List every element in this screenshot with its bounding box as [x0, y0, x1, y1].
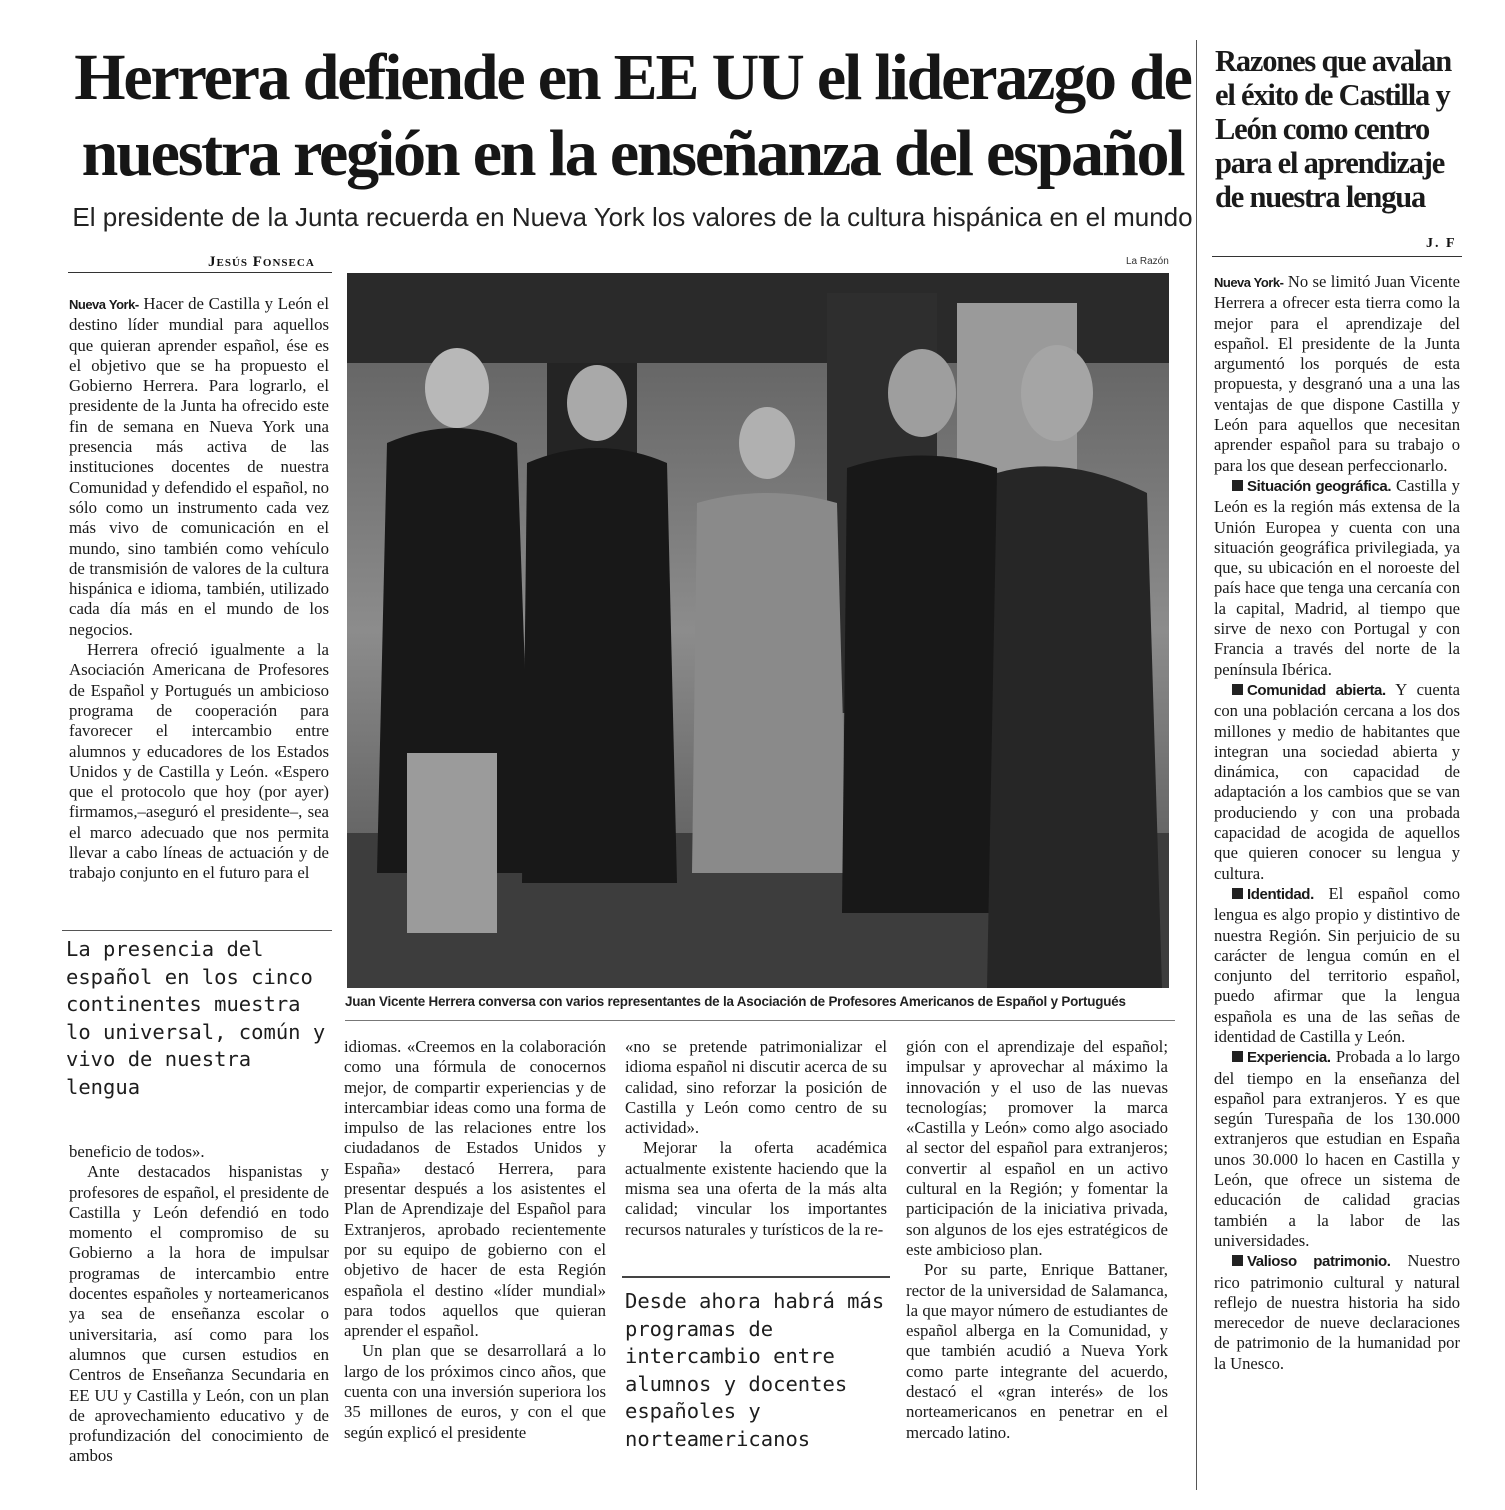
- column-4: [906, 1037, 1168, 1443]
- column-3: [625, 1037, 887, 1240]
- subheadline: El presidente de la Junta recuerda en Nueva York los valores de la cultura hispánica en el mundo: [72, 202, 1193, 232]
- sidebar-item: [1214, 1047, 1460, 1251]
- photo-credit: La Razón: [1126, 256, 1169, 267]
- item-title: Comunidad abierta.: [1247, 681, 1386, 699]
- item-title: Identidad.: [1247, 885, 1314, 903]
- photo-caption: Juan Vicente Herrera conversa con varios representantes de la Asociación de Profesores Americanos de Español y Portugués: [345, 994, 1126, 1009]
- paragraph: «no se pretende patrimonializar el idioma español ni discutir acerca de su calidad, sino reforzar la posición de Castilla y León como centro de su actividad».: [625, 1037, 887, 1138]
- sidebar-item: [1214, 1251, 1460, 1374]
- paragraph: idiomas. «Creemos en la colaboración como una fórmula de conocernos mejor, de compartir experiencias y de intercambiar ideas como una forma de impulso de las relaciones entre los ciudadanos de Estados Unidos y España» destacó Herrera, para presentar después a los asistentes el Plan de Aprendizaje del Español para Extranjeros, aprobado recientemente por su equipo de gobierno con el objetivo de hacer de esta Región española el destino «líder mundial» para todos aquellos que quieran aprender el español.: [344, 1037, 606, 1341]
- news-photo: [347, 273, 1169, 988]
- item-text: Probada a lo largo del tiempo en la enseñanza del español para extranjeros. Y es que según Turespaña de los 130.000 extranjeros que estudian en España unos 30.000 lo hacen en Castilla y León, que ofrece un sistema de educación de calidad gracias también a la labor de las universidades.: [1214, 1047, 1461, 1250]
- item-text: El español como lengua es algo propio y distintivo de nuestra Región. Sin perjuicio de su carácter de lengua común en el conjunto del territorio español, puedo afirmar que la lengua española es una de las señas de identidad de Castilla y León.: [1214, 883, 1460, 1046]
- item-text: Castilla y León es la región más extensa de la Unión Europea y cuenta con una situación geográfica privilegiada, ya que, su ubicación en el noroeste del país hace que tenga una cercanía con la capital, Madrid, al tiempo que sirve de nexo con Portugal y con Francia a través del norte de la península Ibérica.: [1214, 475, 1460, 679]
- byline: Jesús Fonseca: [208, 254, 315, 270]
- sidebar-body: [1214, 272, 1460, 1374]
- bullet-square-icon: [1232, 1255, 1243, 1266]
- paragraph: Herrera ofreció igualmente a la Asociación Americana de Profesores de Español y Portugués un ambicioso programa de cooperación para favorecer el intercambio entre alumnos y educadores de los Estados Unidos y de Castilla y León. «Espero que el protocolo que hoy (por ayer) firmamos,–aseguró el presidente–, sea el marco adecuado que nos permita llevar a cabo líneas de actuación y de trabajo conjunto en el futuro para el: [69, 640, 329, 883]
- pullquote-left: La presencia del español en los cinco continentes muestra lo universal, común y vivo de nuestra lengua: [66, 937, 326, 1099]
- bullet-square-icon: [1232, 1051, 1243, 1062]
- sidebar-item: [1214, 884, 1460, 1047]
- item-title: Valioso patrimonio.: [1247, 1253, 1391, 1271]
- bullet-square-icon: [1232, 684, 1243, 695]
- paragraph: [69, 294, 329, 640]
- bullet-square-icon: [1232, 888, 1243, 899]
- byline-rule: [68, 272, 332, 273]
- bullet-square-icon: [1232, 480, 1243, 491]
- paragraph: Mejorar la oferta académica actualmente existente haciendo que la misma sea una oferta de la más alta calidad; vincular los importantes recursos naturales y turísticos de la re-: [625, 1138, 887, 1239]
- paragraph: Un plan que se desarrollará a lo largo de los próximos cinco años, que cuenta con una inversión superiora los 35 millones de euros, y con el que según explicó el presidente: [344, 1341, 606, 1442]
- paragraph: Ante destacados hispanistas y profesores de español, el presidente de Castilla y León defendió en todo momento el compromiso de su Gobierno a la hora de impulsar programas de intercambio entre docentes españoles y norteamericanos ya sea de enseñanza escolar o universitaria, así como para los alumnos que cursen estudios en Centros de Enseñanza Secundaria en EE UU y Castilla y León, con un plan de aprovechamiento educativo y de profundización del conocimiento de ambos: [69, 1162, 329, 1466]
- item-title: Situación geográfica.: [1247, 477, 1392, 495]
- item-text: Nuestro rico patrimonio cultural y natural reflejo de nuestra historia ha sido merecedor de nueve declaraciones de patrimonio de la humanidad por la Unesco.: [1214, 1251, 1460, 1373]
- headline: Herrera defiende en EE UU el liderazgo de nuestra región en la enseñanza del español: [74, 41, 1191, 190]
- pullquote-rule-center: [622, 1276, 890, 1278]
- column-1-continued: [69, 1142, 329, 1467]
- paragraph-text: No se limitó Juan Vicente Herrera a ofrecer esta tierra como la mejor para el aprendizaje del español. El presidente de la Junta argumentó los porqués de esta propuesta, y desgranó una a una las ventajas de que dispone Castilla y León para aquellos que necesitan aprender español para su trabajo o para los que desean perfeccionarlo.: [1214, 272, 1460, 475]
- sidebar-title: Razones que avalan el éxito de Castilla y León como centro para el aprendizaje de nuestra lengua: [1215, 44, 1451, 214]
- photo-illustration: [347, 273, 1169, 988]
- pullquote-rule-top: [62, 930, 332, 931]
- sidebar-item: [1214, 476, 1460, 680]
- paragraph: gión con el aprendizaje del español; impulsar y aprovechar al máximo la innovación y el uso de las nuevas tecnologías; promover la marca «Castilla y León» como algo asociado al sector del español para extranjeros; convertir al español en un activo cultural en la Región; y fomentar la participación de la iniciativa privada, son algunos de los ejes estratégicos de este ambicioso plan.: [906, 1037, 1168, 1259]
- paragraph: [1214, 272, 1460, 476]
- column-1: [69, 294, 329, 884]
- sidebar-divider: [1196, 40, 1197, 1490]
- paragraph: beneficio de todos».: [69, 1142, 205, 1161]
- sidebar-item: [1214, 680, 1460, 884]
- item-title: Experiencia.: [1247, 1049, 1331, 1067]
- column-2: [344, 1037, 606, 1443]
- item-text: Y cuenta con una población cercana a los dos millones y medio de habitantes que integran una sociedad abierta y dinámica, con capacidad de adaptación a los cambios que se van produciendo y con una probada capacidad de acogida de aquellos que quieren conocer su lengua y cultura.: [1214, 679, 1460, 883]
- paragraph: Por su parte, Enrique Battaner, rector de la universidad de Salamanca, la que mayor número de estudiantes de español alberga en la Comunidad, y que también acudió a Nueva York como parte integrante del acuerdo, destacó el «gran interés» de los norteamericanos en penetrar en el mercado latino.: [906, 1260, 1168, 1442]
- paragraph-text: Hacer de Castilla y León el destino líder mundial para aquellos que quieran aprender español, ése es el objetivo que se ha propuesto el Gobierno Herrera. Para lograrlo, el presidente de la Junta ha ofrecido este fin de semana en Nueva York una presencia más activa de las instituciones docentes de nuestra Comunidad y defendido el español, no sólo como un instrumento cada vez más vivo de comunicación en el mundo, sino también como vehículo de transmisión de valores de la cultura hispánica e idioma, también, utilizado cada día más en el mundo de los negocios.: [69, 294, 329, 639]
- caption-rule: [345, 1020, 1175, 1021]
- sidebar-dateline: Nueva York-: [1214, 275, 1284, 290]
- sidebar-byline: J. F: [1426, 236, 1457, 251]
- dateline: Nueva York-: [69, 297, 139, 312]
- sidebar-byline-rule: [1212, 256, 1462, 257]
- pullquote-center: Desde ahora habrá más programas de intercambio entre alumnos y docentes españoles y norteamericanos: [625, 1289, 885, 1451]
